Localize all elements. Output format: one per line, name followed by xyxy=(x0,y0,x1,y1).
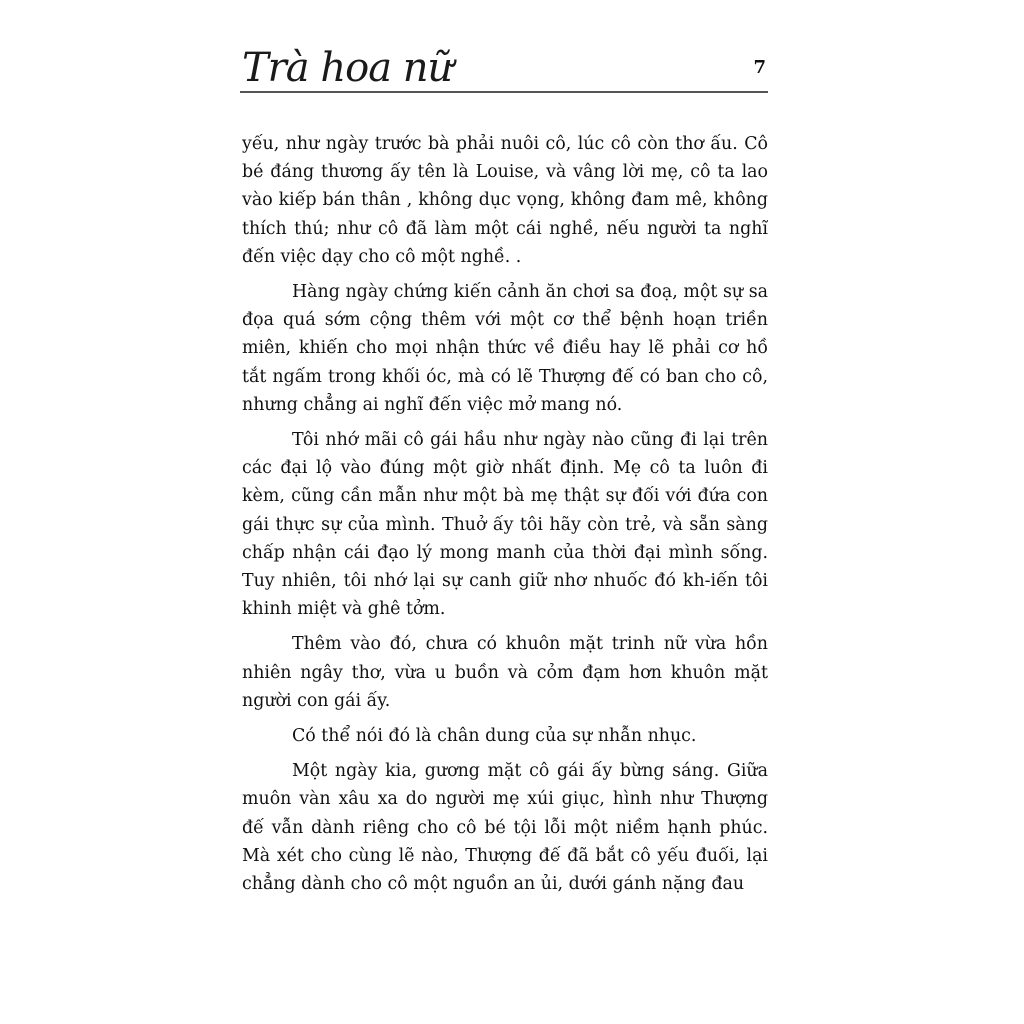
paragraph: yếu, như ngày trước bà phải nuôi cô, lúc cô còn thơ ấu. Cô bé đáng thương ấy tên là Louise, và vâng lời mẹ, cô ta lao vào kiếp bán thân , không dục vọng, không đam mê, không thích thú; như cô đã làm một cái nghề, nếu người ta nghĩ đến việc dạy cho cô một nghề. . xyxy=(242,134,768,267)
paragraph: Một ngày kia, gương mặt cô gái ấy bừng sáng. Giữa muôn vàn xâu xa do người mẹ xúi giục, hình như Thượng đế vẫn dành riêng cho cô bé tội lỗi một niềm hạnh phúc. Mà xét cho cùng lẽ nào, Thượng đế đã bắt cô yếu đuối, lại chẳng dành cho cô một nguồn an ủi, dưới gánh nặng đau xyxy=(242,761,768,895)
header-rule xyxy=(240,91,768,93)
book-title: Trà hoa nữ xyxy=(242,45,453,91)
paragraph: Có thể nói đó là chân dung của sự nhẫn nhục. xyxy=(292,726,697,747)
paragraph: Hàng ngày chứng kiến cảnh ăn chơi sa đoạ, một sự sa đọa quá sớm cộng thêm với một cơ thể bệnh hoạn triền miên, khiến cho mọi nhận thức về điều hay lẽ phải cơ hồ tắt ngấm trong khối óc, mà có lẽ Thượng đế có ban cho cô, nhưng chẳng ai nghĩ đến việc mở mang nó. xyxy=(242,282,768,415)
body-text xyxy=(242,130,768,905)
paragraph: Tôi nhớ mãi cô gái hầu như ngày nào cũng đi lại trên các đại lộ vào đúng một giờ nhất định. Mẹ cô ta luôn đi kèm, cũng cần mẫn như một bà mẹ thật sự đối với đứa con gái thực sự của mình. Thuở ấy tôi hãy còn trẻ, và sẵn sàng chấp nhận cái đạo lý mong manh của thời đại mình sống. Tuy nhiên, tôi nhớ lại sự canh giữ nhơ nhuốc đó kh-iến tôi khinh miệt và ghê tởm. xyxy=(242,430,768,620)
paragraph: Thêm vào đó, chưa có khuôn mặt trinh nữ vừa hồn nhiên ngây thơ, vừa u buồn và cỏm đạm hơn khuôn mặt người con gái ấy. xyxy=(242,634,768,711)
running-head xyxy=(242,42,768,94)
page-number: 7 xyxy=(753,57,766,78)
